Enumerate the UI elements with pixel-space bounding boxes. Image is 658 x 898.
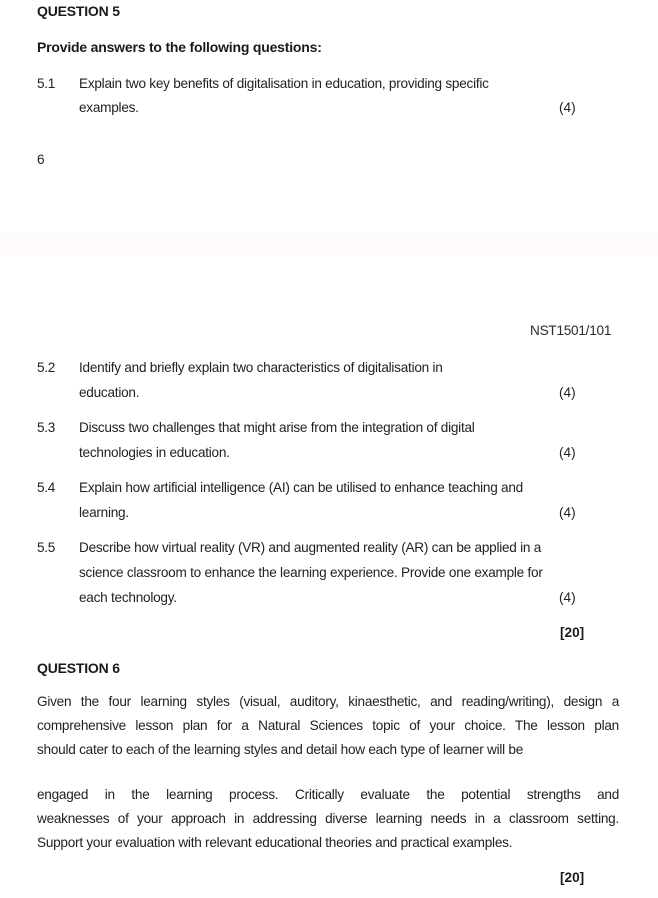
course-code: NST1501/101 — [530, 323, 612, 338]
question-5-3-line-2: technologies in education. — [79, 445, 230, 460]
question-5-5-line-2: science classroom to enhance the learning experience. Provide one example for — [79, 565, 543, 580]
question-6-title: QUESTION 6 — [37, 660, 120, 676]
question-5-1-marks: (4) — [559, 100, 576, 115]
question-number-5-4: 5.4 — [37, 480, 55, 495]
question-5-1-line-1: Explain two key benefits of digitalisation in education, providing specific — [79, 76, 489, 91]
question-6-line-5: weaknesses of your approach in addressing diverse learning needs in a classroom setting. — [37, 811, 619, 826]
question-5-2-line-2: education. — [79, 385, 140, 400]
question-5-4-line-1: Explain how artificial intelligence (AI) can be utilised to enhance teaching and — [79, 480, 523, 495]
question-5-2-marks: (4) — [559, 385, 576, 400]
question-5-5-line-1: Describe how virtual reality (VR) and augmented reality (AR) can be applied in a — [79, 540, 542, 555]
question-5-4-line-2: learning. — [79, 505, 129, 520]
question-number-5-1: 5.1 — [37, 76, 55, 91]
question-6-line-6: Support your evaluation with relevant educational theories and practical examples. — [37, 835, 513, 850]
question-5-5-marks: (4) — [559, 590, 576, 605]
question-5-5-line-3: each technology. — [79, 590, 177, 605]
question-6-line-2: comprehensive lesson plan for a Natural Sciences topic of your choice. The lesson plan — [37, 718, 619, 733]
question-number-5-5: 5.5 — [37, 540, 55, 555]
question-5-instruction: Provide answers to the following questions: — [37, 39, 322, 55]
question-number-5-3: 5.3 — [37, 420, 55, 435]
question-5-total-marks: [20] — [560, 625, 585, 640]
question-5-2-line-1: Identify and briefly explain two characteristics of digitalisation in — [79, 360, 443, 375]
question-5-3-line-1: Discuss two challenges that might arise from the integration of digital — [79, 420, 475, 435]
question-6-line-1: Given the four learning styles (visual, auditory, kinaesthetic, and reading/writing), design a — [37, 694, 619, 709]
page-number: 6 — [37, 152, 45, 167]
question-number-5-2: 5.2 — [37, 360, 55, 375]
page-break-band — [0, 233, 658, 255]
question-6-line-3: should cater to each of the learning styles and detail how each type of learner will be — [37, 742, 524, 757]
question-5-title: QUESTION 5 — [37, 3, 120, 19]
question-6-line-4: engaged in the learning process. Critically evaluate the potential strengths and — [37, 787, 619, 802]
question-5-1-line-2: examples. — [79, 100, 139, 115]
question-5-3-marks: (4) — [559, 445, 576, 460]
question-5-4-marks: (4) — [559, 505, 576, 520]
question-6-total-marks: [20] — [560, 870, 585, 885]
